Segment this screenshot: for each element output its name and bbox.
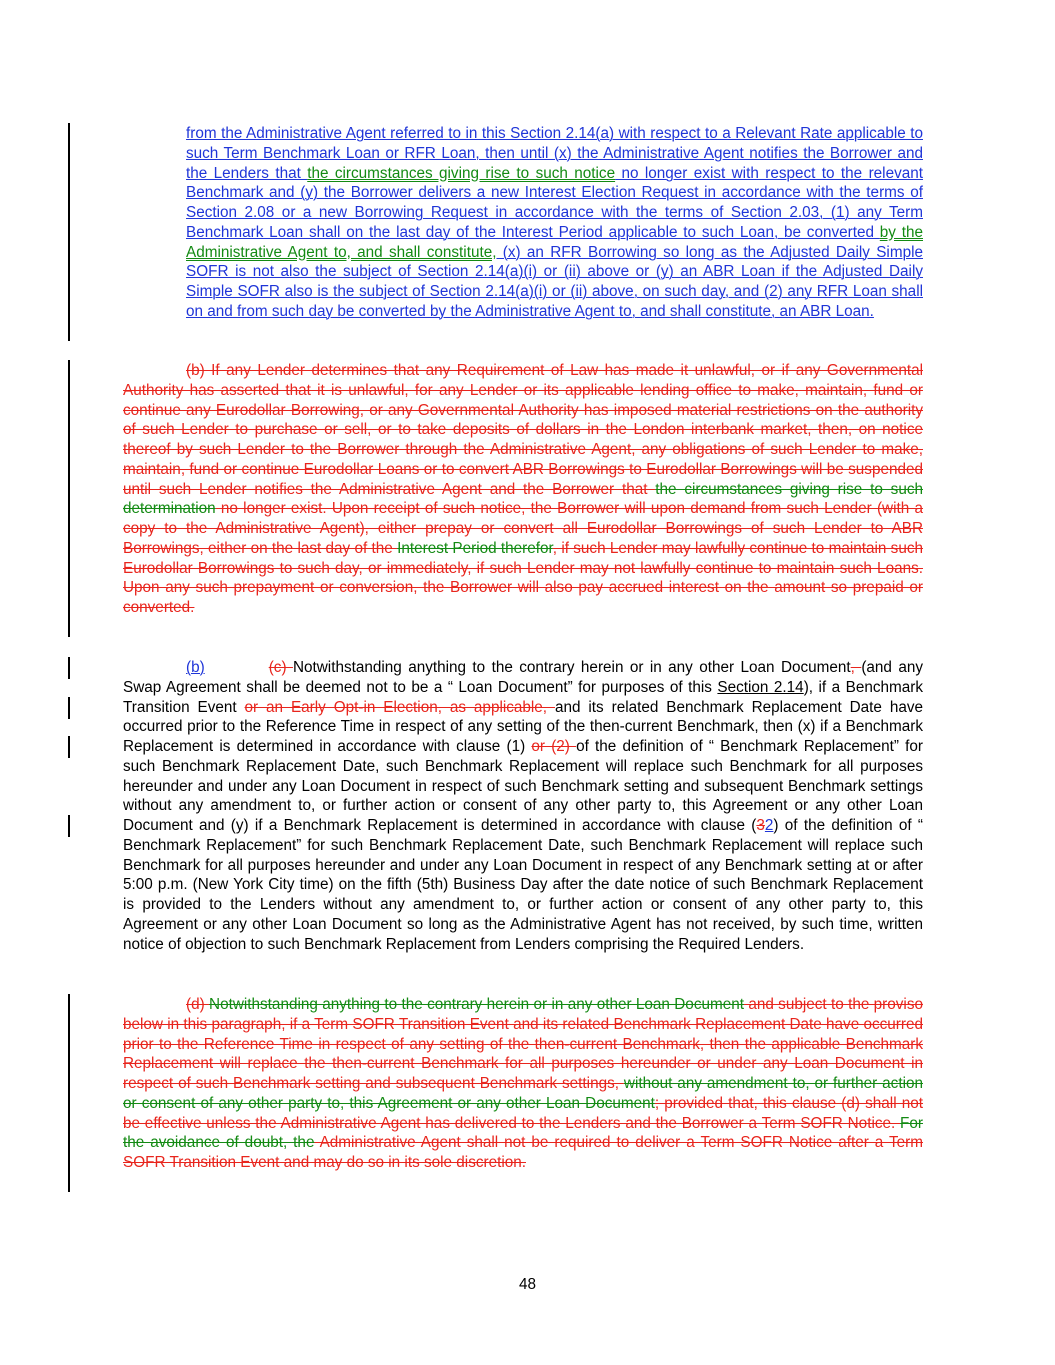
inserted-text: no longer exist with respect to the relevant Benchmark and (y) the Borrower delivers a new Interest Election Request in accordance with the terms of Section 2.08 or a new Borrowing Request in accordance with the terms of Section 2.03, (1) any Term Benchmark Loan shall on the last day of the Interest Period applicable to such Loan, be converted xyxy=(186,164,923,241)
moved-deleted-text: without any amendment to, or further action or consent of any other party to, this Agreement or any other Loan Document xyxy=(123,1075,923,1112)
body-text: and its related Benchmark Replacement Date have occurred prior to the Reference Time in respect of any setting of the then-current Benchmark, then (x) if a Benchmark Replacement is determined in accordance with clause (1) xyxy=(123,698,923,755)
paragraph-deleted-clause-b xyxy=(123,361,923,618)
change-bar xyxy=(68,736,70,758)
deleted-text: (b) If any Lender determines that any Requirement of Law has made it unlawful, or if any Governmental Authority has asserted that it is unlawful, for any Lender or its applicable lending office to make, maintain, fund or continue any Eurodollar Borrowing, or any Governmental Authority has imposed material restrictions on the authority of such Lender to purchase or sell, or to take deposits of dollars in the London interbank market, then, on notice thereof by such Lender to the Borrower through the Administrative Agent, any obligations of such Lender to make, maintain, fund or continue Eurodollar Loans or to convert ABR Borrowings to Eurodollar Borrowings will be suspended until such Lender notifies the Administrative Agent and the Borrower that xyxy=(123,362,923,498)
change-bar xyxy=(68,360,70,637)
body-text: ) of the definition of “ Benchmark Replacement” for such Benchmark Replacement Date, such Benchmark Replacement will replace such Benchmark for all purposes hereunder and under any Loan Document in respect of any Benchmark setting at or after 5:00 p.m. (New York City time) on the fifth (5th) Business Day after the date notice of such Benchmark Replacement is provided to the Lenders without any amendment to, or further action or consent of any other party to, this Agreement or any other Loan Document so long as the Administrative Agent has not received, by such time, written notice of objection to such Benchmark Replacement from Lenders comprising the Required Lenders. xyxy=(123,817,923,953)
paragraph-deleted-clause-d xyxy=(123,995,923,1173)
moved-deleted-text: Notwithstanding anything to the contrary herein or in any other Loan Document xyxy=(209,996,744,1013)
page-number: 48 xyxy=(518,1276,536,1293)
deleted-text: ; provided that, this clause (d) shall not be effective unless the Administrative Agent has delivered to the Lenders and the Borrower a Term SOFR Notice. xyxy=(123,1094,923,1132)
change-bar xyxy=(68,697,70,719)
change-bar xyxy=(68,994,70,1192)
inserted-text: from the Administrative Agent referred to in this Section 2.14(a) with respect to a Relevant Rate applicable to such Term Benchmark Loan or RFR Loan, then until (x) the Administrative Agent notifies the Borrower and the Lenders that xyxy=(186,125,923,182)
deleted-clause-label: (c) xyxy=(268,659,293,676)
deleted-text: or an Early Opt-in Election, as applicable, xyxy=(244,698,555,716)
change-bar xyxy=(68,815,70,837)
change-bar xyxy=(68,657,70,679)
deleted-text: 3 xyxy=(756,817,765,834)
deleted-text: , xyxy=(850,659,862,676)
paragraph-inserted-continuation xyxy=(186,124,923,322)
body-text: of the definition of “ Benchmark Replacement” for such Benchmark Replacement Date, such Benchmark Replacement will replace such Benchmark for all purposes hereunder and under any Loan Document in respect of such Benchmark setting and subsequent Benchmark settings without any amendment to, or further action or consent of any other party to, this Agreement or any other Loan Document and (y) if a Benchmark Replacement is determined in accordance with clause ( xyxy=(123,738,924,834)
deleted-clause-label: (d) xyxy=(186,996,210,1013)
deleted-text: and subject to the proviso below in this paragraph, if a Term SOFR Transition Event and its related Benchmark Replacement Date have occurred prior to the Reference Time in respect of any setting of the then-current Benchmark, then the applicable Benchmark Replacement will replace the then-current Benchmark for all purposes hereunder or under any Loan Document in respect of such Benchmark setting and subsequent Benchmark settings, xyxy=(123,996,923,1092)
moved-inserted-text: by the Administrative Agent to, and shall constitute, xyxy=(186,223,923,261)
moved-deleted-text: the circumstances giving rise to such determination xyxy=(123,480,923,518)
paragraph-benchmark-replacement xyxy=(123,658,923,954)
change-bar xyxy=(68,123,70,341)
section-reference: Section 2.14 xyxy=(717,678,804,696)
inserted-text: (x) an RFR Borrowing so long as the Adjusted Daily Simple SOFR is not also the subject of Section 2.14(a)(i) or (ii) above or (y) an ABR Loan if the Adjusted Daily Simple SOFR also is the subject of Section 2.14(a)(i) or (ii) above, on such day, and (2) any RFR Loan shall on and from such day be converted by the Administrative Agent to, and shall constitute, an ABR Loan. xyxy=(186,243,923,320)
moved-deleted-text: For the avoidance of doubt, the xyxy=(123,1114,923,1152)
deleted-text: , if such Lender may lawfully continue to maintain such Eurodollar Borrowings to such day, or immediately, if such Lender may not lawfully continue to maintain such Loans. Upon any such prepayment or conversion, the Borrower will also pay accrued interest on the amount so prepaid or converted. xyxy=(123,539,923,616)
body-text: ), if a Benchmark Transition Event xyxy=(123,678,923,716)
inserted-text: 2 xyxy=(764,817,774,834)
deleted-text: Administrative Agent shall not be required to deliver a Term SOFR Notice after a Term SOFR Transition Event and may do so in its sole discretion. xyxy=(123,1134,923,1171)
body-text: Notwithstanding anything to the contrary herein or in any other Loan Document xyxy=(292,659,851,676)
moved-deleted-text: Interest Period therefor xyxy=(397,539,553,557)
inserted-clause-label: (b) xyxy=(186,659,205,676)
deleted-text: no longer exist. Upon receipt of such notice, the Borrower will upon demand from such Lender (with a copy to the Administrative Agent), either prepay or convert all Eurodollar Borrowings of such Lender to ABR Borrowings, either on the last day of the xyxy=(123,500,923,557)
moved-inserted-text: the circumstances giving rise to such notice xyxy=(307,164,616,182)
body-text: (and any Swap Agreement shall be deemed not to be a “ Loan Document” for purposes of this xyxy=(123,659,924,696)
deleted-text: or (2) xyxy=(531,738,577,755)
